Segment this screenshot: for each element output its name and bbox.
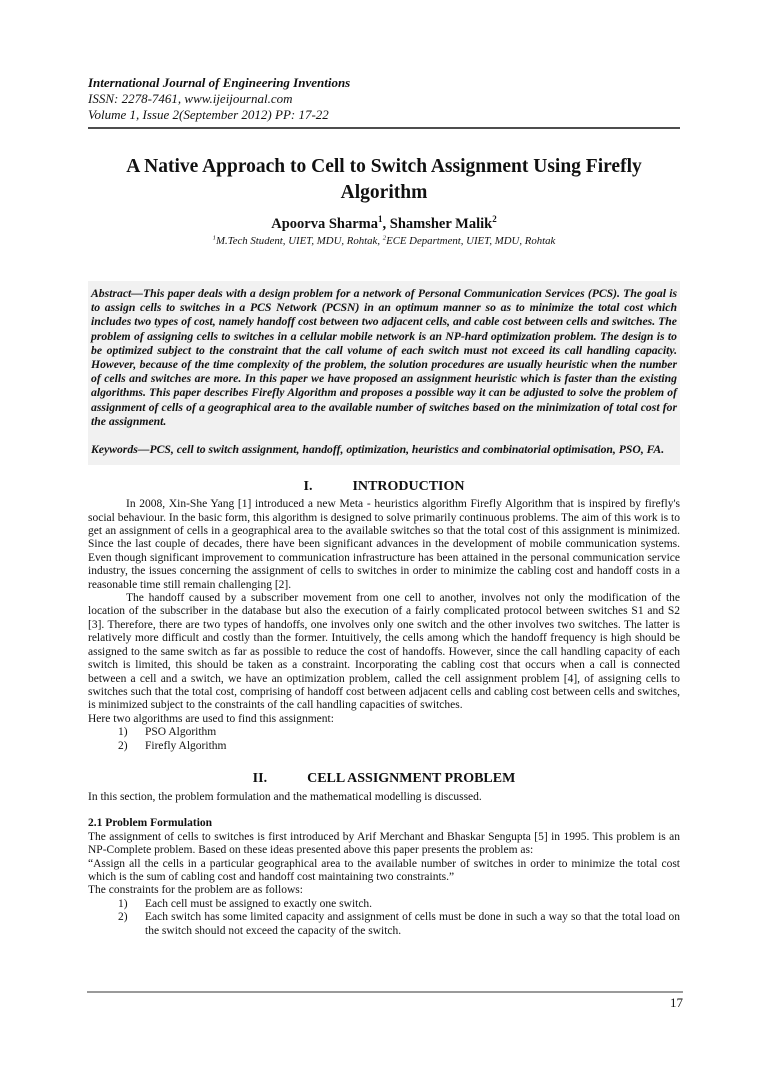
section-2-title: CELL ASSIGNMENT PROBLEM <box>307 770 516 786</box>
author-2-superscript: 2 <box>492 214 497 225</box>
abstract-block <box>88 281 680 465</box>
journal-issn-line: ISSN: 2278-7461, www.ijeijournal.com <box>88 91 293 106</box>
algorithms-list <box>118 726 680 753</box>
authors-line <box>88 216 680 233</box>
author-separator: , <box>382 216 390 232</box>
journal-name: International Journal of Engineering Inventions <box>88 75 351 90</box>
intro-paragraph-2: The handoff caused by a subscriber movement from one cell to another, involves not only the modification of the location of the subscriber in the database but also the execution of a fairly complicated protocol between switches S1 and S2 [3]. Therefore, there are two types of handoffs, one involves only one switch and the other involves two switches. The latter is relatively more difficult and costly than the former. Intuitively, the cells among which the handoff frequency is high should be assigned to the same switch as far as possible to reduce the cost of handoffs. However, since the call handling capacity of each switch is limited, this should be taken as a constraint. Incorporating the cabling cost that occurs when a call is connected between a cell and a switch, we have an optimization problem, called the cell assignment problem [4], of assigning cells to switches such that the total cost, comprising of handoff cost between adjacent cells and cabling cost between cells and switches, is minimized subject to the constraints of the call handling capacities of switches. <box>88 592 680 712</box>
abstract-paragraph: Abstract—This paper deals with a design problem for a network of Personal Communication Services (PCS). The goal is to assign cells to switches in a PCS Network (PCSN) in an optimum manner so as to minimize the total cost which includes two types of cost, namely handoff cost between two adjacent cells, and cable cost between cells and switches. The problem of assigning cells to switches in a cellular mobile network is an NP-hard optimization problem. The design is to be optimized subject to the constraint that the call volume of each switch must not exceed its call handling capacity. However, because of the time complexity of the problem, the solution procedures are usually heuristic when the number of cells and switches are more. In this paper we have proposed an assignment heuristic which is faster than the existing algorithms. This paper describes Firefly Algorithm and proposes a possible way it can be adjusted to solve the problem of assignment of cells of a geographical area to the available number of switches based on the minimization of total cost for the assignment. <box>91 287 677 428</box>
affiliation-2-text: ECE Department, UIET, MDU, Rohtak <box>386 235 556 247</box>
section-2-paragraph-1: In this section, the problem formulation and the mathematical modelling is discussed. <box>88 790 482 803</box>
constraints-list <box>118 898 680 938</box>
page-number: 17 <box>670 995 683 1010</box>
list-item-marker: 1) <box>118 726 128 739</box>
author-1-superscript: 1 <box>378 214 383 225</box>
page-footer <box>87 991 683 1011</box>
section-1-title: INTRODUCTION <box>352 479 465 495</box>
section-2-number: II. <box>252 770 268 786</box>
affiliation-line <box>88 235 680 247</box>
list-item-marker: 2) <box>118 739 128 752</box>
affiliation-1-text: M.Tech Student, UIET, MDU, Rohtak, <box>216 235 383 247</box>
footer-divider <box>87 991 683 993</box>
list-item <box>118 740 680 753</box>
list-item-marker: 1) <box>118 897 128 910</box>
list-item-text: Firefly Algorithm <box>145 739 227 752</box>
journal-header <box>88 75 680 129</box>
intro-paragraph-1: In 2008, Xin-She Yang [1] introduced a new Meta - heuristics algorithm Firefly Algorithm that is inspired by firefly's social behaviour. In the basic form, this algorithm is designed to solve primarily continuous problems. The aim of this work is to get an assignment of cells in a geographical area to the available switches so that the total cost of this assignment is minimized. Since the last couple of decades, there have been significant advances in the development of mobile communication systems. Even though significant improvement to communication infrastructure has been attained in the personal communication service industry, the issues concerning the assignment of cells to switches in order to minimize the cabling cost and handoff costs in a reasonable time still remain challenging [2]. <box>88 498 680 591</box>
section-2-paragraph-2: The assignment of cells to switches is first introduced by Arif Merchant and Bhaskar Sengupta [5] in 1995. This problem is an NP-Complete problem. Based on these ideas presented above this paper presents the problem as: <box>88 830 680 857</box>
section-2-paragraph-4: The constraints for the problem are as follows: <box>88 884 303 897</box>
header-divider <box>88 127 680 129</box>
intro-paragraph-3: Here two algorithms are used to find this assignment: <box>88 712 334 725</box>
author-2-name: Shamsher Malik <box>389 216 493 232</box>
list-item-marker: 2) <box>118 911 128 924</box>
list-item <box>118 898 680 911</box>
journal-volume-line: Volume 1, Issue 2(September 2012) PP: 17-22 <box>88 107 329 122</box>
list-item-text: PSO Algorithm <box>145 726 217 739</box>
author-1-name: Apoorva Sharma <box>271 216 379 232</box>
list-item <box>118 726 680 739</box>
list-item-text: Each cell must be assigned to exactly one switch. <box>145 897 373 910</box>
section-2-heading <box>88 771 680 787</box>
affiliation-2-superscript: 2 <box>382 234 387 242</box>
subsection-2-1-heading: 2.1 Problem Formulation <box>88 817 213 830</box>
paper-title: A Native Approach to Cell to Switch Assignment Using Firefly Algorithm <box>126 156 642 203</box>
keywords-line: Keywords—PCS, cell to switch assignment, handoff, optimization, heuristics and combinatorial optimisation, PSO, FA. <box>91 443 665 457</box>
section-1-heading <box>88 479 680 495</box>
section-2-quote: “Assign all the cells in a particular geographical area to the available number of switches in order to minimize the total cost which is the sum of cabling cost and handoff cost maintaining two constraints.” <box>88 857 680 883</box>
list-item <box>118 911 680 938</box>
section-1-number: I. <box>303 479 313 495</box>
list-item-text: Each switch has some limited capacity and assignment of cells must be done in such a way so that the total load on the switch should not exceed the capacity of the switch. <box>145 911 680 937</box>
affiliation-1-superscript: 1 <box>212 234 217 242</box>
